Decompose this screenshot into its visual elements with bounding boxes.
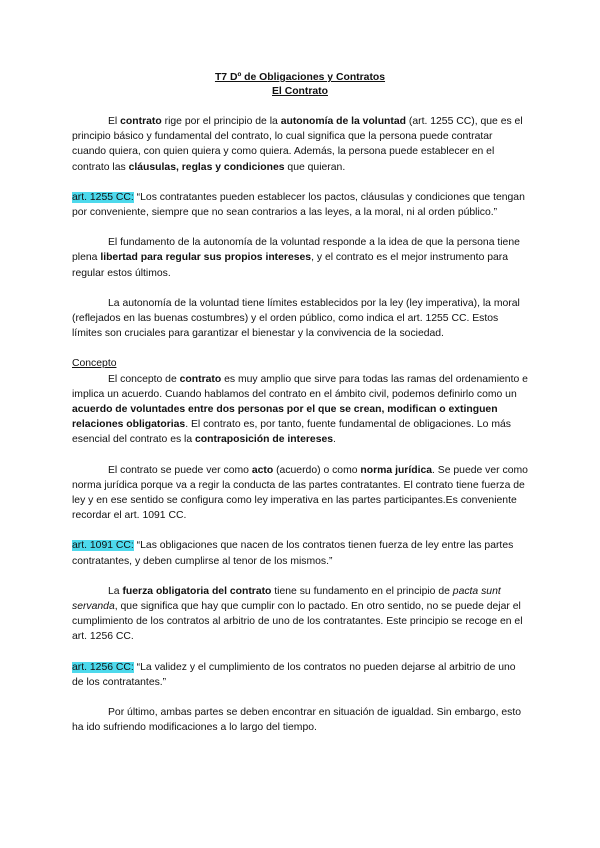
paragraph-autonomia: El contrato rige por el principio de la autonomía de la voluntad (art. 1255 CC), que es el principio básico y fundamental del contrato, lo cual significa que la persona puede contratar cuando quiera, con quien quiera y como quiera. Además, la persona puede establecer en el contrato las cláusulas, reglas y condiciones que quieran. [72,116,523,173]
article-reference-1091: art. 1091 CC: [72,540,134,552]
section-heading-concepto: Concepto [72,358,117,370]
document-title: T7 Dº de Obligaciones y Contratos [214,72,386,83]
article-reference-1255: art. 1255 CC: [72,191,134,203]
paragraph-acto-norma: El contrato se puede ver como acto (acuerdo) o como norma jurídica. Se puede ver como norma jurídica porque va a regir la conducta de las partes contratantes. El contrato tiene fuerza de ley y en ese sentido se configura como ley imperativa en las partes participantes.Es conveniente recordar el art. 1091 CC. [72,464,528,522]
document-subtitle: El Contrato [272,86,328,97]
paragraph-fuerza-obligatoria: La fuerza obligatoria del contrato tiene su fundamento en el principio de pacta sunt servanda, que significa que hay que cumplir con lo pactado. En otro sentido, no se puede dejar el cumplimiento de los contratos al arbitrio de uno de los contratantes. Este principio se recoge en el art. 1256 CC. [72,585,523,643]
quote-art-1255: art. 1255 CC: “Los contratantes pueden establecer los pactos, cláusulas y condiciones que tengan por conveniente, siempre que no sean contrarios a las leyes, a la moral, ni al orden público.” [72,191,525,219]
paragraph-fundamento: El fundamento de la autonomía de la voluntad responde a la idea de que la persona tiene plena libertad para regular sus propios intereses, y el contrato es el mejor instrumento para regular estos últimos. [72,237,520,279]
quote-art-1091: art. 1091 CC: “Las obligaciones que nacen de los contratos tienen fuerza de ley entre las partes contratantes, y deben cumplirse al tenor de los mismos.” [72,540,514,567]
quote-art-1256: art. 1256 CC: “La validez y el cumplimiento de los contratos no pueden dejarse al arbitrio de uno de los contratantes.” [72,661,516,688]
paragraph-limites: La autonomía de la voluntad tiene límites establecidos por la ley (ley imperativa), la moral (reflejados en las buenas costumbres) y el orden público, como indica el art. 1255 CC. Estos límites son cruciales para garantizar el bienestar y la convivencia de la sociedad. [72,297,520,340]
paragraph-concepto: El concepto de contrato es muy amplio que sirve para todas las ramas del ordenamiento e implica un acuerdo. Cuando hablamos del contrato en el ámbito civil, podemos definirlo como un acuerdo de voluntades entre dos personas por el que se crean, modifican o extinguen relaciones obligatorias. El contrato es, por tanto, fuente fundamental de obligaciones. Lo más esencial del contrato es la contraposición de intereses. [72,373,528,446]
document-content [72,71,528,736]
paragraph-igualdad: Por último, ambas partes se deben encontrar en situación de igualdad. Sin embargo, esto ha ido sufriendo modificaciones a lo largo del tiempo. [72,707,521,734]
article-reference-1256: art. 1256 CC: [72,661,134,673]
